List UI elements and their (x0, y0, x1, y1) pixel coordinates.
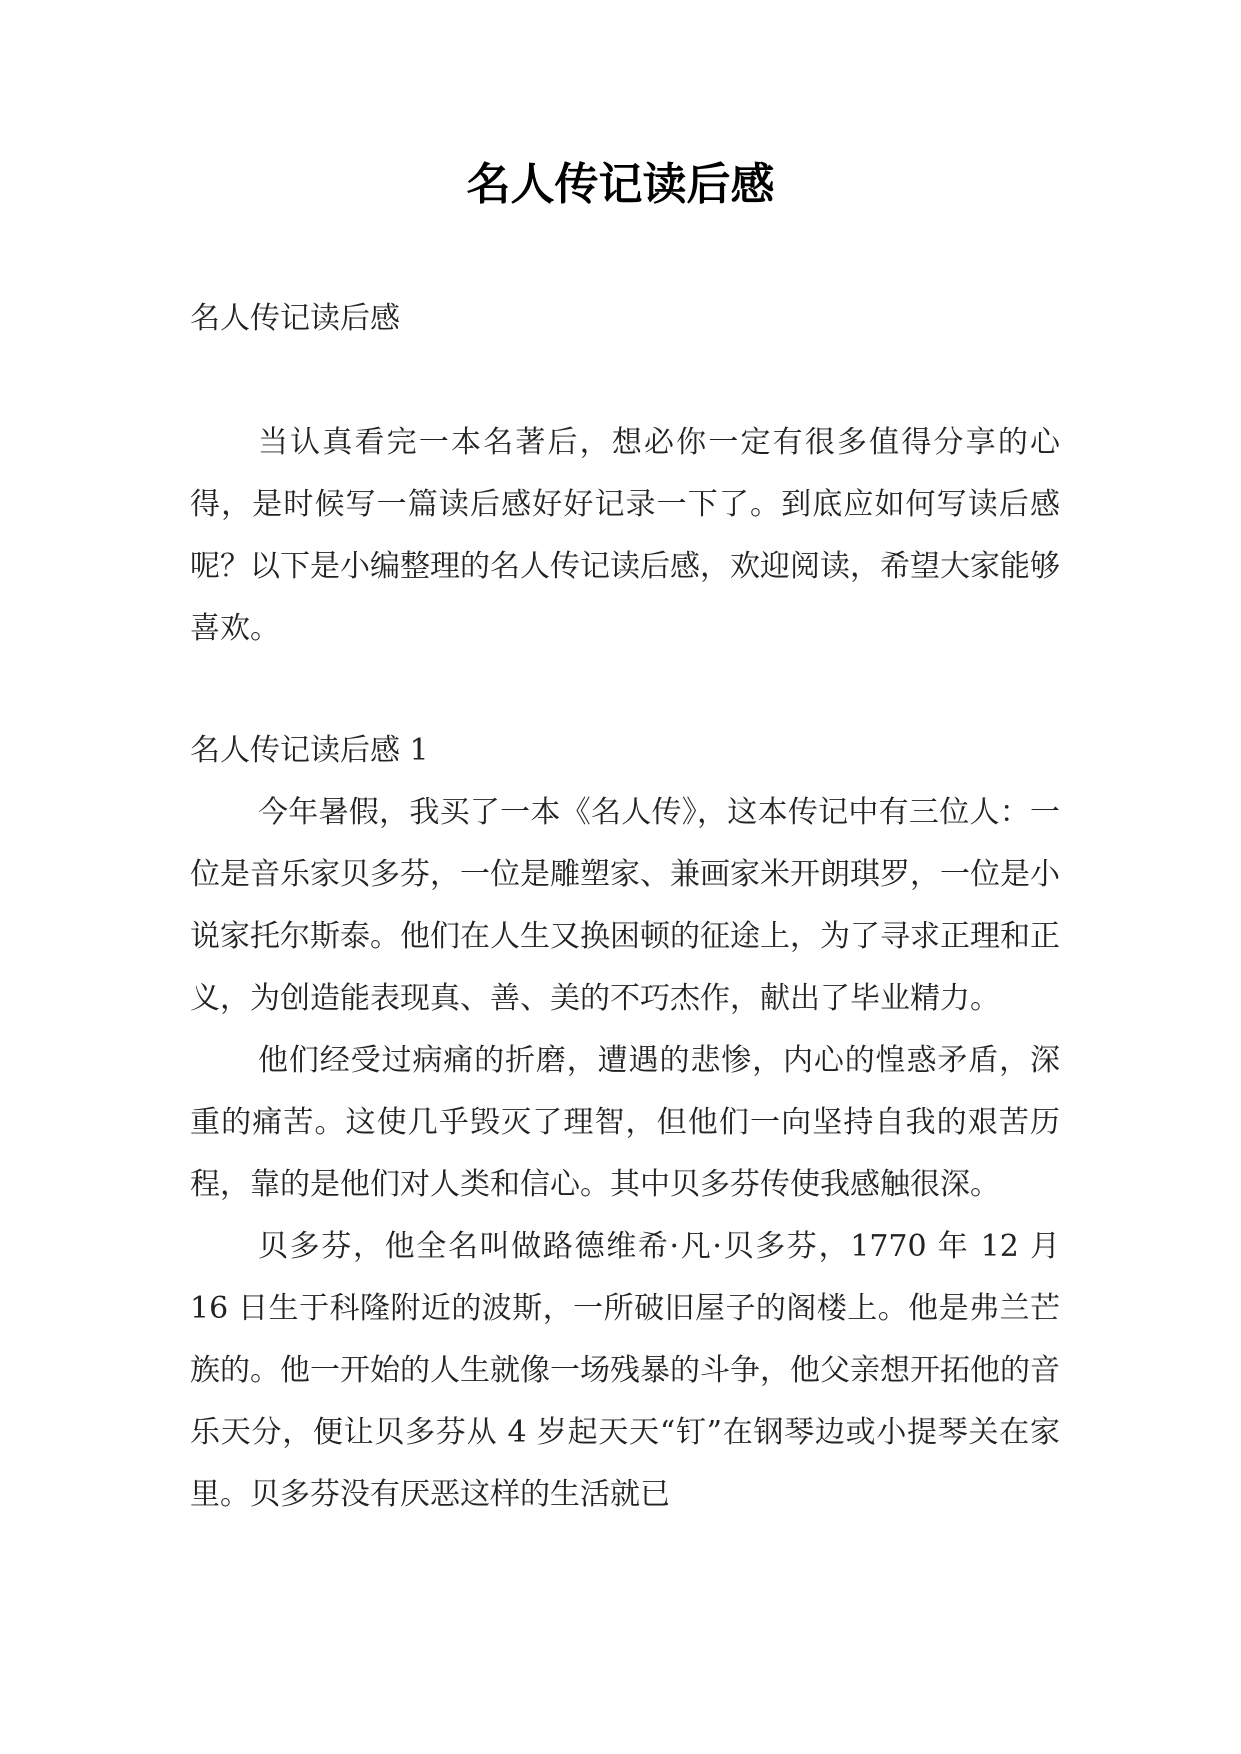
spacer (190, 660, 1060, 720)
intro-paragraph: 当认真看完一本名著后，想必你一定有很多值得分享的心得，是时候写一篇读后感好好记录一下了。到底应如何写读后感呢？以下是小编整理的名人传记读后感，欢迎阅读，希望大家能够喜欢。 (190, 425, 1060, 646)
spacer (190, 350, 1060, 412)
document-body (190, 288, 1060, 1526)
body-paragraph: 他们经受过病痛的折磨，遭遇的悲惨，内心的惶惑矛盾，深重的痛苦。这使几乎毁灭了理智，但他们一向坚持自我的艰苦历程，靠的是他们对人类和信心。其中贝多芬传使我感触很深。 (190, 1043, 1060, 1202)
section-heading: 名人传记读后感 1 (190, 733, 429, 768)
body-paragraph: 贝多芬，他全名叫做路德维希·凡·贝多芬，1770 年 12 月 16 日生于科隆附近的波斯，一所破旧屋子的阁楼上。他是弗兰芒族的。他一开始的人生就像一场残暴的斗争，他父亲想开拓他的音乐天分，便让贝多芬从 4 岁起天天“钉”在钢琴边或小提琴关在家里。贝多芬没有厌恶这样的生活就已 (190, 1229, 1060, 1512)
document-title: 名人传记读后感 (466, 159, 775, 210)
body-paragraph: 今年暑假，我买了一本《名人传》，这本传记中有三位人：一位是音乐家贝多芬，一位是雕塑家、兼画家米开朗琪罗，一位是小说家托尔斯泰。他们在人生又换困顿的征途上，为了寻求正理和正义，为创造能表现真、善、美的不巧杰作，献出了毕业精力。 (190, 795, 1060, 1016)
document-subtitle: 名人传记读后感 (190, 301, 400, 336)
